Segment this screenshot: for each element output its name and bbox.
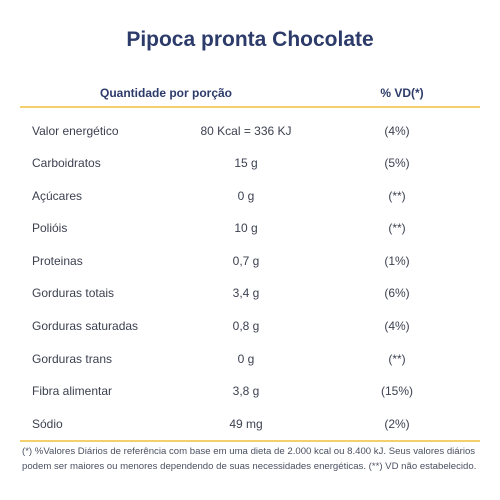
nutrient-amount: 0 g	[237, 188, 255, 203]
nutrient-amount: 80 Kcal = 336 KJ	[200, 123, 292, 138]
nutrient-name: Carboidratos	[32, 156, 101, 171]
nutrient-row-gorduras-totais	[20, 277, 480, 310]
nutrient-name: Polióis	[32, 221, 68, 236]
nutrient-amount: 0,8 g	[232, 319, 260, 334]
nutrient-amount: 0,7 g	[232, 253, 260, 268]
nutrient-row-carboidratos	[20, 147, 480, 180]
header-daily-value-label: % VD(*)	[380, 86, 424, 100]
nutrient-row-gorduras-saturadas	[20, 310, 480, 343]
nutrient-daily-value: (15%)	[380, 384, 413, 399]
nutrient-row-sodio	[20, 408, 480, 441]
nutrient-daily-value: (5%)	[384, 156, 410, 171]
nutrient-row-fibra-alimentar	[20, 375, 480, 408]
nutrient-row-proteinas	[20, 245, 480, 278]
nutrient-name: Sódio	[32, 416, 63, 431]
nutrient-row-acucares	[20, 180, 480, 213]
nutrient-name: Gorduras totais	[32, 286, 115, 301]
nutrient-daily-value: (4%)	[384, 123, 410, 138]
nutrient-amount: 3,8 g	[232, 384, 260, 399]
nutrient-name: Gorduras saturadas	[32, 319, 139, 334]
footer-divider	[20, 440, 480, 442]
nutrient-name: Proteinas	[32, 253, 83, 268]
nutrition-table	[20, 115, 480, 441]
nutrient-amount: 10 g	[234, 221, 258, 236]
nutrient-amount: 49 mg	[229, 416, 263, 431]
page-title: Pipoca pronta Chocolate	[126, 28, 374, 51]
nutrient-daily-value: (6%)	[384, 286, 410, 301]
nutrient-amount: 0 g	[237, 351, 255, 366]
nutrient-daily-value: (1%)	[384, 253, 410, 268]
header-divider	[20, 106, 480, 108]
nutrient-daily-value: (**)	[388, 221, 406, 236]
nutrient-name: Gorduras trans	[32, 351, 113, 366]
nutrient-row-valor-energetico	[20, 115, 480, 148]
nutrient-name: Valor energético	[32, 123, 119, 138]
footnote	[22, 444, 476, 474]
nutrient-daily-value: (**)	[388, 188, 406, 203]
nutrient-daily-value: (4%)	[384, 319, 410, 334]
footnote-line: (*) %Valores Diários de referência com base em uma dieta de 2.000 kcal ou 8.400 kJ. Seus valores diários	[22, 446, 476, 457]
nutrient-row-gorduras-trans	[20, 343, 480, 376]
footnote-line: podem ser maiores ou menores dependendo de suas necessidades energéticas. (**) VD não estabelecido.	[22, 461, 477, 472]
header-portion-label: Quantidade por porção	[100, 86, 233, 100]
nutrient-amount: 15 g	[234, 156, 258, 171]
nutrient-daily-value: (**)	[388, 351, 406, 366]
nutrient-daily-value: (2%)	[384, 416, 410, 431]
nutrient-name: Fibra alimentar	[32, 384, 113, 399]
nutrient-amount: 3,4 g	[232, 286, 260, 301]
nutrient-row-poliois	[20, 212, 480, 245]
nutrient-name: Açúcares	[32, 188, 83, 203]
